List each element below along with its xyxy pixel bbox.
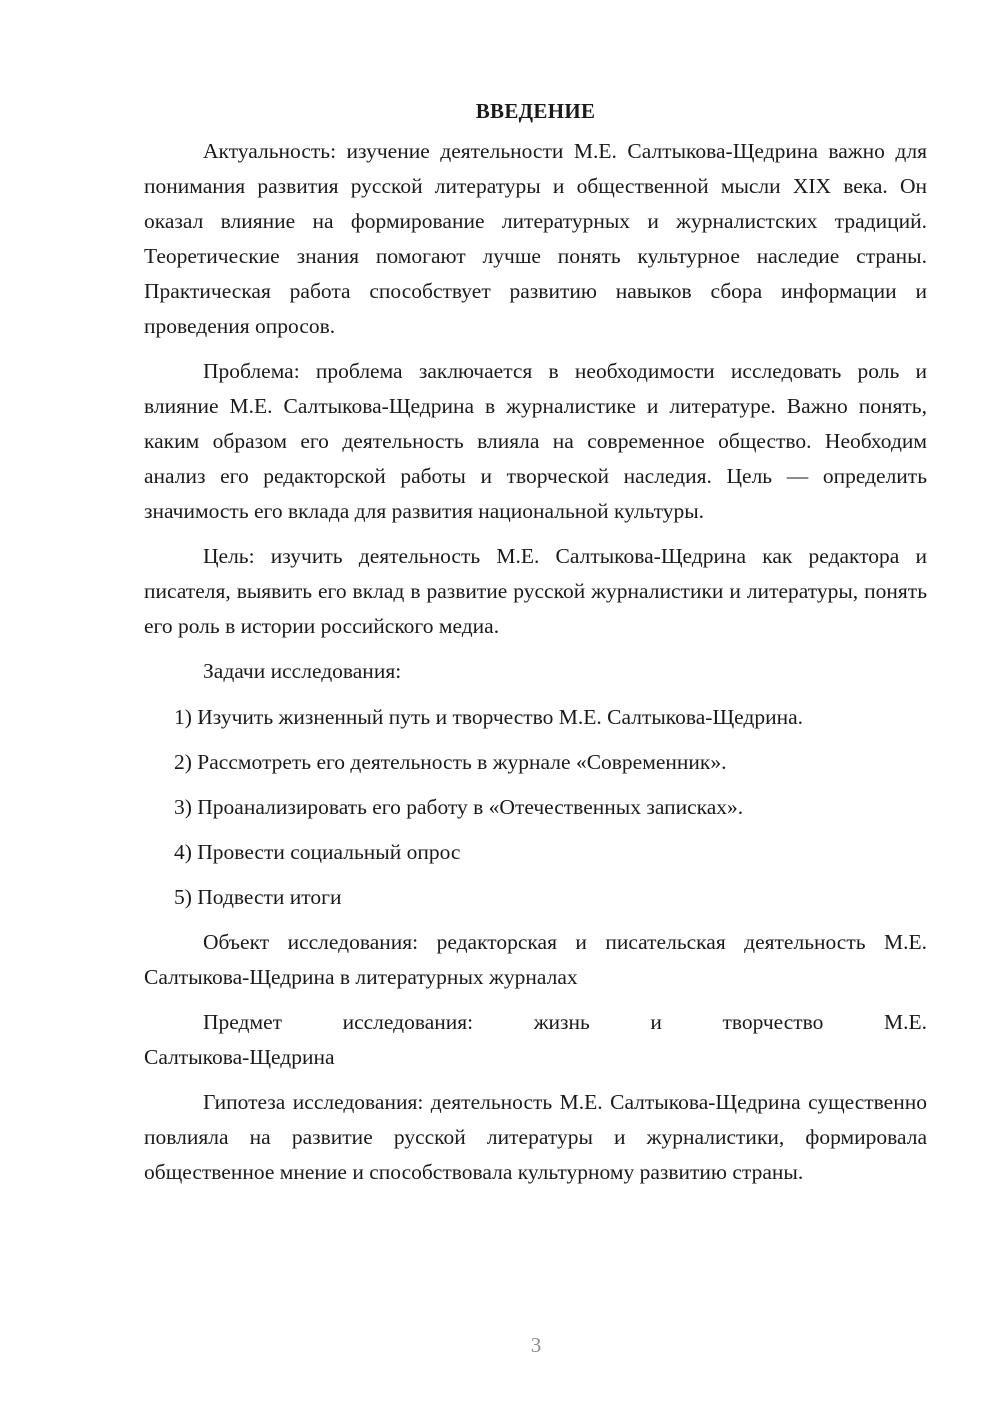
subject-paragraph (144, 1005, 927, 1075)
list-item: 2) Рассмотреть его деятельность в журнале «Современник». (174, 750, 727, 774)
object-paragraph: Объект исследования: редакторская и писательская деятельность М.Е. Салтыкова-Щедрина в литературных журналах (144, 930, 927, 989)
hypothesis-paragraph: Гипотеза исследования: деятельность М.Е. Салтыкова-Щедрина существенно повлияла на развитие русской литературы и журналистики, формировала общественное мнение и способствовала культурному развитию страны. (144, 1090, 927, 1184)
subject-line-1: Предмет исследования: жизнь и творчество М.Е. (203, 1010, 927, 1034)
tasks-title: Задачи исследования: (203, 659, 402, 683)
relevance-paragraph: Актуальность: изучение деятельности М.Е. Салтыкова-Щедрина важно для понимания развития русской литературы и общественной мысли XIX века. Он оказал влияние на формирование литературных и журналистских традиций. Теоретические знания помогают лучше понять культурное наследие страны. Практическая работа способствует развитию навыков сбора информации и проведения опросов. (144, 139, 927, 338)
list-item: 3) Проанализировать его работу в «Отечественных записках». (174, 795, 744, 819)
list-item: 1) Изучить жизненный путь и творчество М.Е. Салтыкова-Щедрина. (174, 705, 804, 729)
tasks-list (144, 700, 927, 915)
page-heading: ВВЕДЕНИЕ (475, 99, 596, 123)
problem-paragraph: Проблема: проблема заключается в необходимости исследовать роль и влияние М.Е. Салтыкова-Щедрина в журналистике и литературе. Важно понять, каким образом его деятельность влияла на современное общество. Необходим анализ его редакторской работы и творческой наследия. Цель — определить значимость его вклада для развития национальной культуры. (144, 359, 927, 523)
page-content (144, 96, 927, 1200)
subject-line-2: Салтыкова-Щедрина (144, 1045, 335, 1069)
list-item: 5) Подвести итоги (174, 885, 342, 909)
list-item: 4) Провести социальный опрос (174, 840, 461, 864)
goal-paragraph: Цель: изучить деятельность М.Е. Салтыкова-Щедрина как редактора и писателя, выявить его вклад в развитие русской журналистики и литературы, понять его роль в истории российского медиа. (144, 544, 927, 638)
page-number: 3 (530, 1333, 542, 1357)
